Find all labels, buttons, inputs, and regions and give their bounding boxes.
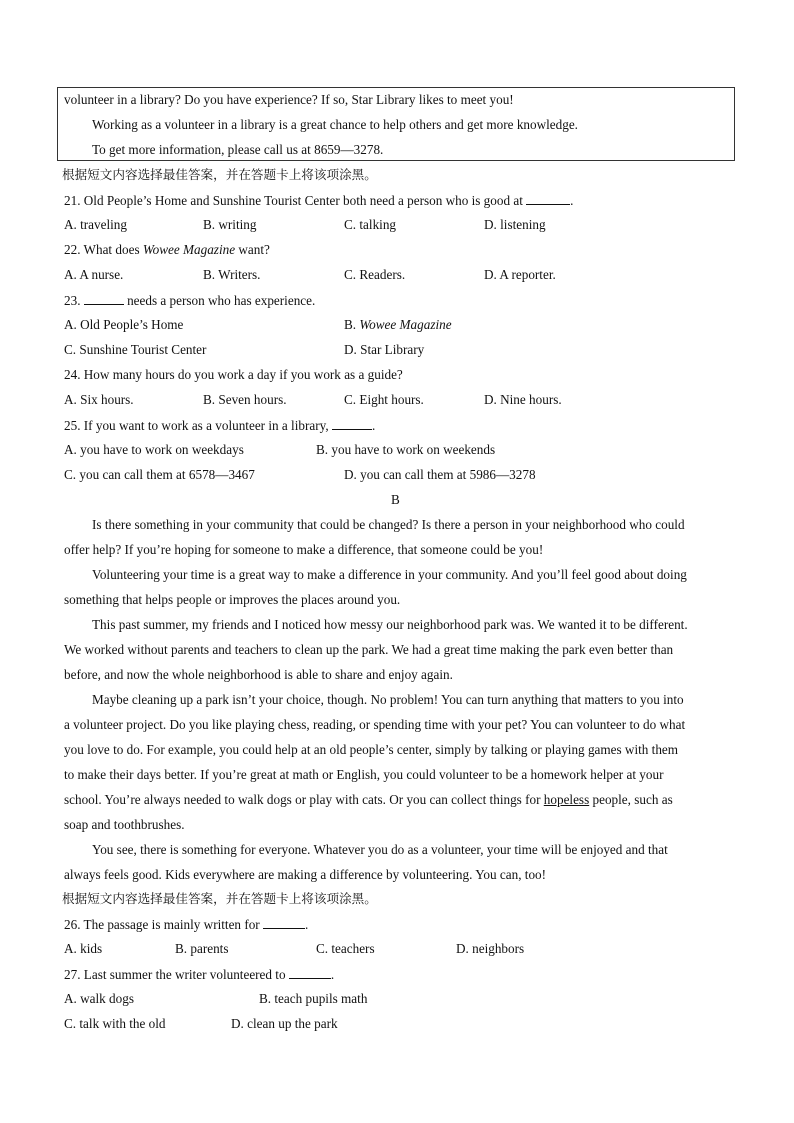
q22-option-c[interactable]: C. Readers. (344, 267, 406, 282)
q26-option-d[interactable]: D. neighbors (456, 941, 525, 956)
q26-option-a[interactable]: A. kids (64, 941, 103, 956)
instruction-1: 根据短文内容选择最佳答案，并在答题卡上将该项涂黑。 (62, 167, 377, 182)
passage-line: a volunteer project. Do you like playing chess, reading, or spending time with your pet? You can volunteer to do what (64, 717, 686, 732)
passage-line: This past summer, my friends and I noticed how messy our neighborhood park was. We wanted it to be different. (92, 617, 688, 632)
q22-option-b[interactable]: B. Writers. (203, 267, 261, 282)
q21-option-c[interactable]: C. talking (344, 217, 397, 232)
passage-line: you love to do. For example, you could help at an old people’s center, simply by talking or playing games with them (64, 742, 679, 757)
passage-line: Maybe cleaning up a park isn’t your choice, though. No problem! You can turn anything that matters to you into (92, 692, 684, 707)
q23-option-a[interactable]: A. Old People’s Home (64, 317, 184, 332)
q21-option-b[interactable]: B. writing (203, 217, 257, 232)
passage-line: soap and toothbrushes. (64, 817, 185, 832)
q23-option-d[interactable]: D. Star Library (344, 342, 425, 357)
q27-option-d[interactable]: D. clean up the park (231, 1016, 338, 1031)
box-line-2: Working as a volunteer in a library is a great chance to help others and get more knowledge. (92, 117, 578, 132)
passage-line: offer help? If you’re hoping for someone to make a difference, that someone could be you! (64, 542, 544, 557)
q26-stem: 26. The passage is mainly written for . (64, 917, 309, 932)
passage-line: You see, there is something for everyone. Whatever you do as a volunteer, your time will be enjoyed and that (92, 842, 668, 857)
q24-option-d[interactable]: D. Nine hours. (484, 392, 562, 407)
q24-stem: 24. How many hours do you work a day if you work as a guide? (64, 367, 403, 382)
q22-option-a[interactable]: A. A nurse. (64, 267, 124, 282)
q25-option-b[interactable]: B. you have to work on weekends (316, 442, 496, 457)
q21-option-d[interactable]: D. listening (484, 217, 546, 232)
q24-option-a[interactable]: A. Six hours. (64, 392, 134, 407)
q22-stem: 22. What does Wowee Magazine want? (64, 242, 270, 257)
passage-line: Volunteering your time is a great way to make a difference in your community. And you’ll feel good about doing (92, 567, 687, 582)
passage-line: We worked without parents and teachers to clean up the park. We had a great time making the park even better than (64, 642, 674, 657)
passage-line: Is there something in your community that could be changed? Is there a person in your neighborhood who could (92, 517, 685, 532)
box-line-3: To get more information, please call us at 8659—3278. (92, 142, 384, 157)
passage-line: something that helps people or improves the places around you. (64, 592, 401, 607)
q26-option-b[interactable]: B. parents (175, 941, 229, 956)
section-heading-b: B (391, 492, 400, 507)
passage-line: school. You’re always needed to walk dogs or play with cats. Or you can collect things for hopeless people, such as (64, 792, 673, 807)
q25-stem: 25. If you want to work as a volunteer in a library, . (64, 418, 376, 433)
q23-option-c[interactable]: C. Sunshine Tourist Center (64, 342, 207, 357)
q21-stem: 21. Old People’s Home and Sunshine Tourist Center both need a person who is good at . (64, 193, 574, 208)
q24-option-b[interactable]: B. Seven hours. (203, 392, 287, 407)
q25-option-c[interactable]: C. you can call them at 6578—3467 (64, 467, 255, 482)
passage-line: always feels good. Kids everywhere are making a difference by volunteering. You can, too! (64, 867, 547, 882)
q24-option-c[interactable]: C. Eight hours. (344, 392, 424, 407)
passage-line: to make their days better. If you’re great at math or English, you could volunteer to be a homework helper at your (64, 767, 664, 782)
q27-option-b[interactable]: B. teach pupils math (259, 991, 368, 1006)
underlined-word: hopeless (543, 792, 590, 807)
q23-stem: 23. needs a person who has experience. (64, 293, 316, 308)
q25-option-a[interactable]: A. you have to work on weekdays (64, 442, 244, 457)
q27-option-a[interactable]: A. walk dogs (64, 991, 134, 1006)
q25-option-d[interactable]: D. you can call them at 5986—3278 (344, 467, 536, 482)
box-line-1: volunteer in a library? Do you have experience? If so, Star Library likes to meet you! (64, 92, 514, 107)
q23-option-b[interactable]: B. Wowee Magazine (344, 317, 452, 332)
instruction-2: 根据短文内容选择最佳答案，并在答题卡上将该项涂黑。 (62, 891, 377, 906)
q27-stem: 27. Last summer the writer volunteered to . (64, 967, 335, 982)
q22-option-d[interactable]: D. A reporter. (484, 267, 556, 282)
passage-line: before, and now the whole neighborhood is able to share and enjoy again. (64, 667, 453, 682)
q26-option-c[interactable]: C. teachers (316, 941, 375, 956)
q27-option-c[interactable]: C. talk with the old (64, 1016, 166, 1031)
q21-option-a[interactable]: A. traveling (64, 217, 127, 232)
